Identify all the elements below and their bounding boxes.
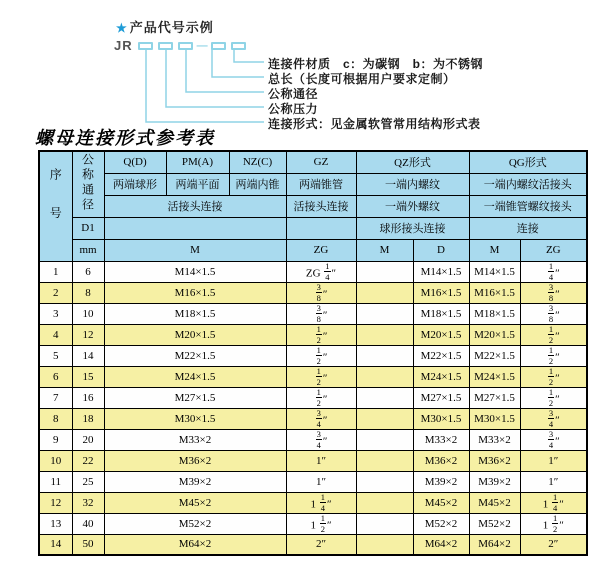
cell-zg: 1 $\frac{1}{4}$ ″ [286,492,356,513]
header-desc-qd: 两端球形 [104,173,166,195]
cell-m: M24×1.5 [104,366,286,387]
cell-zg: $\frac{3}{8}$ ″ [286,303,356,324]
cell-qg-zg: 1 $\frac{1}{2}$ ″ [520,513,587,534]
cell-qz-d: M52×2 [413,513,469,534]
cell-qz-d: M14×1.5 [413,261,469,282]
cell-zg: $\frac{1}{2}$ ″ [286,387,356,408]
header-type-gz: GZ [286,151,356,173]
cell-qg-m: M45×2 [469,492,520,513]
table-row [39,408,587,429]
header-unit-qg-m: M [469,239,520,261]
table-row [39,492,587,513]
table-row [39,471,587,492]
code-box-1 [138,42,153,50]
header-type-qg: QG形式 [469,151,587,173]
cell-zg: $\frac{1}{2}$ ″ [286,366,356,387]
cell-qg-m: M14×1.5 [469,261,520,282]
code-box-4 [211,42,226,50]
product-code-diagram [0,0,600,131]
header-conn: 连接 [469,217,587,239]
cell-no: 5 [39,345,72,366]
header-blank-gz [286,217,356,239]
cell-no: 6 [39,366,72,387]
cell-qg-zg: $\frac{1}{4}$ ″ [520,261,587,282]
cell-m: M27×1.5 [104,387,286,408]
diagram-title [116,17,214,36]
cell-qg-m: M39×2 [469,471,520,492]
cell-no: 10 [39,450,72,471]
cell-m: M14×1.5 [104,261,286,282]
cell-qg-m: M33×2 [469,429,520,450]
code-prefix: JR [114,38,133,53]
cell-zg: 1″ [286,450,356,471]
cell-qg-zg: 1″ [520,471,587,492]
label-nominal-pressure: 公称压力 [268,102,319,116]
table-row [39,345,587,366]
code-box-5 [231,42,246,50]
cell-no: 9 [39,429,72,450]
cell-mm: 8 [72,282,104,303]
table-row [39,534,587,555]
cell-m: M30×1.5 [104,408,286,429]
cell-qz-m [356,282,413,303]
cell-qg-m: M20×1.5 [469,324,520,345]
cell-qz-d: M64×2 [413,534,469,555]
header-unit-qz-m: M [356,239,413,261]
table-row [39,303,587,324]
cell-m: M36×2 [104,450,286,471]
code-box-3 [178,42,193,50]
cell-qg-m: M64×2 [469,534,520,555]
cell-no: 14 [39,534,72,555]
cell-qz-m [356,492,413,513]
cell-m: M33×2 [104,429,286,450]
header-desc-qg: 一端内螺纹活接头 [469,173,587,195]
header-type-nzc: NZ(C) [229,151,286,173]
header-desc-pma: 两端平面 [166,173,229,195]
cell-m: M45×2 [104,492,286,513]
nut-connection-reference-table [38,150,588,556]
label-material: 连接件材质 c：为碳钢 b：为不锈钢 [268,57,484,71]
cell-qg-zg: $\frac{3}{4}$ ″ [520,408,587,429]
cell-qz-d: M45×2 [413,492,469,513]
cell-qz-d: M27×1.5 [413,387,469,408]
cell-qz-m [356,303,413,324]
cell-qz-m [356,534,413,555]
cell-qz-m [356,366,413,387]
cell-no: 12 [39,492,72,513]
cell-zg: 2″ [286,534,356,555]
cell-no: 3 [39,303,72,324]
header-seq: 序号 [39,151,72,261]
header-type-qz: QZ形式 [356,151,469,173]
cell-qg-m: M36×2 [469,450,520,471]
cell-qz-m [356,429,413,450]
table-row [39,366,587,387]
cell-m: M64×2 [104,534,286,555]
cell-qg-zg: 1 $\frac{1}{4}$ ″ [520,492,587,513]
cell-zg: $\frac{1}{2}$ ″ [286,324,356,345]
cell-no: 8 [39,408,72,429]
cell-qz-d: M16×1.5 [413,282,469,303]
cell-qg-m: M22×1.5 [469,345,520,366]
cell-qz-m [356,261,413,282]
header-conn-qz: 一端外螺纹 [356,195,469,217]
header-d1: D1 [72,217,104,239]
cell-qz-d: M22×1.5 [413,345,469,366]
cell-mm: 10 [72,303,104,324]
header-unit-qg-zg: ZG [520,239,587,261]
cell-qz-m [356,471,413,492]
cell-qz-m [356,345,413,366]
cell-mm: 22 [72,450,104,471]
table-row [39,450,587,471]
cell-zg: ZG $\frac{1}{4}$ ″ [286,261,356,282]
table-body [39,261,587,555]
cell-qg-zg: $\frac{1}{2}$ ″ [520,387,587,408]
header-conn-qg: 一端锥管螺纹接头 [469,195,587,217]
cell-mm: 14 [72,345,104,366]
cell-qz-d: M20×1.5 [413,324,469,345]
table-row [39,513,587,534]
cell-qg-zg: $\frac{1}{2}$ ″ [520,345,587,366]
cell-qg-m: M52×2 [469,513,520,534]
cell-qz-m [356,513,413,534]
header-dn: 公称通径 [72,151,104,217]
header-desc-nzc: 两端内锥 [229,173,286,195]
cell-qz-d: M36×2 [413,450,469,471]
cell-no: 13 [39,513,72,534]
cell-qz-d: M24×1.5 [413,366,469,387]
label-connection-form: 连接形式：见金属软管常用结构形式表 [268,117,481,131]
cell-qg-zg: $\frac{1}{2}$ ″ [520,324,587,345]
cell-qz-m [356,408,413,429]
cell-qz-m [356,387,413,408]
cell-qz-d: M33×2 [413,429,469,450]
cell-qg-zg: $\frac{3}{4}$ ″ [520,429,587,450]
table-row [39,429,587,450]
cell-m: M16×1.5 [104,282,286,303]
table-row [39,282,587,303]
cell-qg-zg: $\frac{1}{2}$ ″ [520,366,587,387]
star-icon: ★ [116,21,128,35]
cell-mm: 15 [72,366,104,387]
cell-qz-m [356,450,413,471]
cell-m: M18×1.5 [104,303,286,324]
code-box-2 [158,42,173,50]
cell-qg-zg: $\frac{3}{8}$ ″ [520,282,587,303]
cell-no: 7 [39,387,72,408]
cell-no: 2 [39,282,72,303]
cell-qz-d: M30×1.5 [413,408,469,429]
table-row [39,324,587,345]
cell-mm: 16 [72,387,104,408]
diagram-title-text: 产品代号示例 [129,20,214,35]
label-total-length: 总长（长度可根据用户要求定制） [268,72,456,86]
code-dash: — [196,39,208,52]
header-ball-joint-conn: 球形接头连接 [356,217,469,239]
cell-m: M52×2 [104,513,286,534]
cell-qz-d: M39×2 [413,471,469,492]
cell-qg-m: M30×1.5 [469,408,520,429]
cell-mm: 6 [72,261,104,282]
cell-qg-zg: $\frac{3}{8}$ ″ [520,303,587,324]
header-conn-m: 活接头连接 [104,195,286,217]
cell-mm: 40 [72,513,104,534]
cell-m: M39×2 [104,471,286,492]
header-desc-qz: 一端内螺纹 [356,173,469,195]
header-desc-gz: 两端锥管 [286,173,356,195]
header-blank-m [104,217,286,239]
header-unit-m: M [104,239,286,261]
label-nominal-diameter: 公称通径 [268,87,319,101]
cell-m: M22×1.5 [104,345,286,366]
cell-zg: $\frac{3}{8}$ ″ [286,282,356,303]
header-conn-gz: 活接头连接 [286,195,356,217]
cell-qg-zg: 1″ [520,450,587,471]
cell-mm: 25 [72,471,104,492]
cell-no: 4 [39,324,72,345]
cell-qg-m: M16×1.5 [469,282,520,303]
cell-zg: $\frac{3}{4}$ ″ [286,408,356,429]
cell-mm: 12 [72,324,104,345]
cell-qz-m [356,324,413,345]
cell-zg: 1 $\frac{1}{2}$ ″ [286,513,356,534]
cell-mm: 50 [72,534,104,555]
cell-qg-m: M24×1.5 [469,366,520,387]
cell-zg: $\frac{3}{4}$ ″ [286,429,356,450]
cell-mm: 20 [72,429,104,450]
cell-mm: 32 [72,492,104,513]
table-title: 螺母连接形式参考表 [35,128,215,148]
header-type-pma: PM(A) [166,151,229,173]
cell-m: M20×1.5 [104,324,286,345]
cell-no: 11 [39,471,72,492]
header-unit-zg: ZG [286,239,356,261]
cell-zg: $\frac{1}{2}$ ″ [286,345,356,366]
cell-qz-d: M18×1.5 [413,303,469,324]
cell-no: 1 [39,261,72,282]
table-header [39,151,587,261]
table-row [39,387,587,408]
header-mm: mm [72,239,104,261]
header-unit-qz-d: D [413,239,469,261]
cell-zg: 1″ [286,471,356,492]
cell-mm: 18 [72,408,104,429]
product-code-row [114,38,251,53]
header-type-qd: Q(D) [104,151,166,173]
table-row [39,261,587,282]
cell-qg-m: M18×1.5 [469,303,520,324]
cell-qg-m: M27×1.5 [469,387,520,408]
cell-qg-zg: 2″ [520,534,587,555]
